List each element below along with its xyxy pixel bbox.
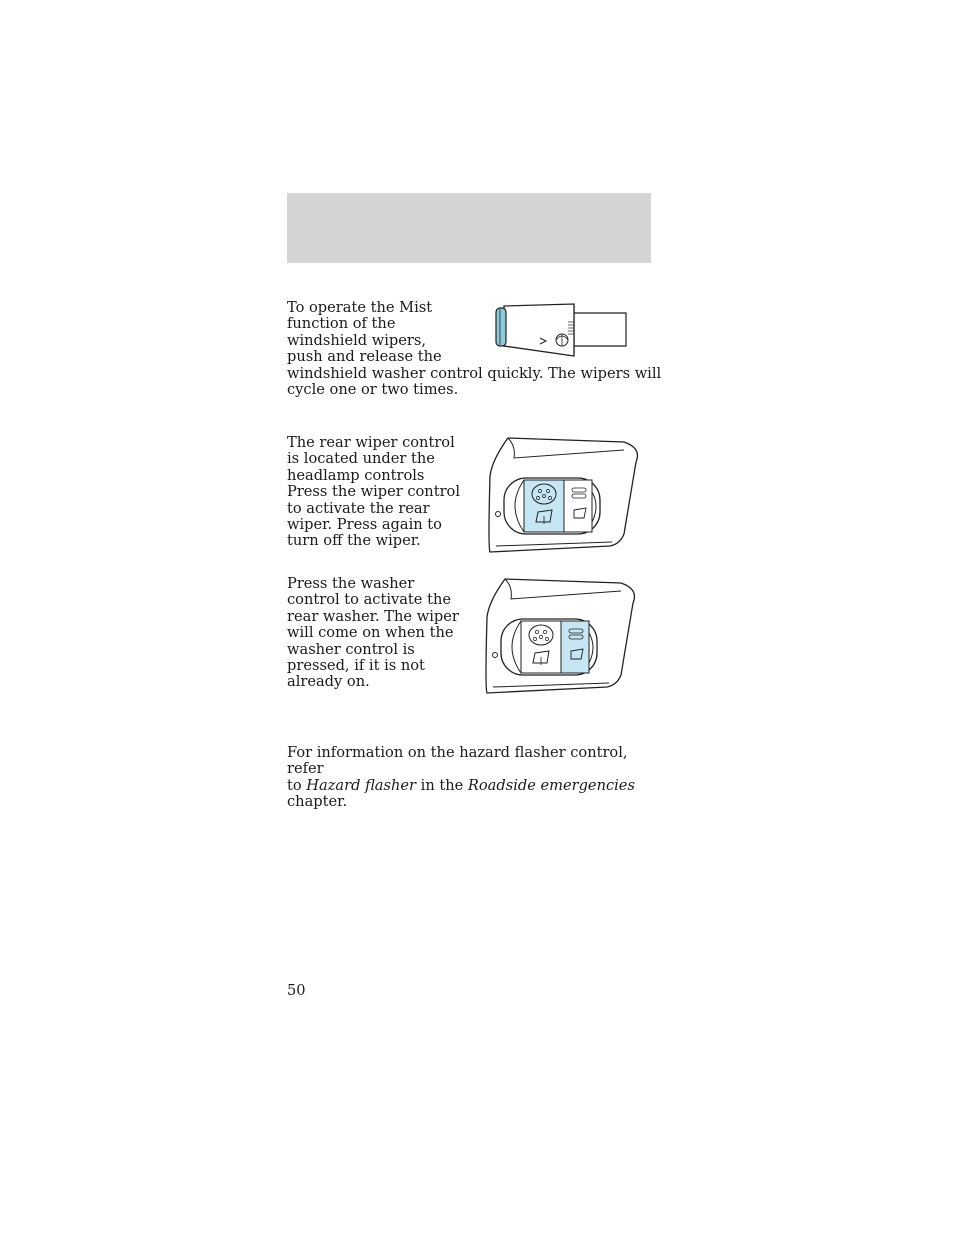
hazard-flasher-reference: Hazard flasher [306,776,417,794]
rear-wiper-switch-illustration [486,436,642,556]
hazard-line-1: For information on the hazard flasher control, refer [287,744,628,778]
windshield-wiper-stalk-illustration [488,296,630,358]
rear-washer-paragraph: Press the washer control to activate the rear washer. The wiper will come on when the washer control is pressed, if it is not already on. [287,575,459,691]
mist-paragraph: To operate the Mist function of the windshield wipers, push and release the windshield washer control quickly. The wipers will cycle one or two times. [287,299,662,399]
rear-washer-switch-illustration [483,577,639,697]
rear-wiper-paragraph: The rear wiper control is located under the headlamp controls Press the wiper control to activate the rear wiper. Press again to turn off the wiper. [287,434,460,550]
hazard-line-2-mid: in the [416,776,468,794]
hazard-line-2-prefix: to [287,776,307,794]
hazard-paragraph [287,745,667,811]
roadside-emergencies-reference: Roadside emergencies [467,776,635,794]
hazard-line-3: chapter. [287,793,348,811]
section-header-band [287,193,651,263]
page-number: 50 [287,982,306,999]
hazard-line-2 [287,778,667,794]
